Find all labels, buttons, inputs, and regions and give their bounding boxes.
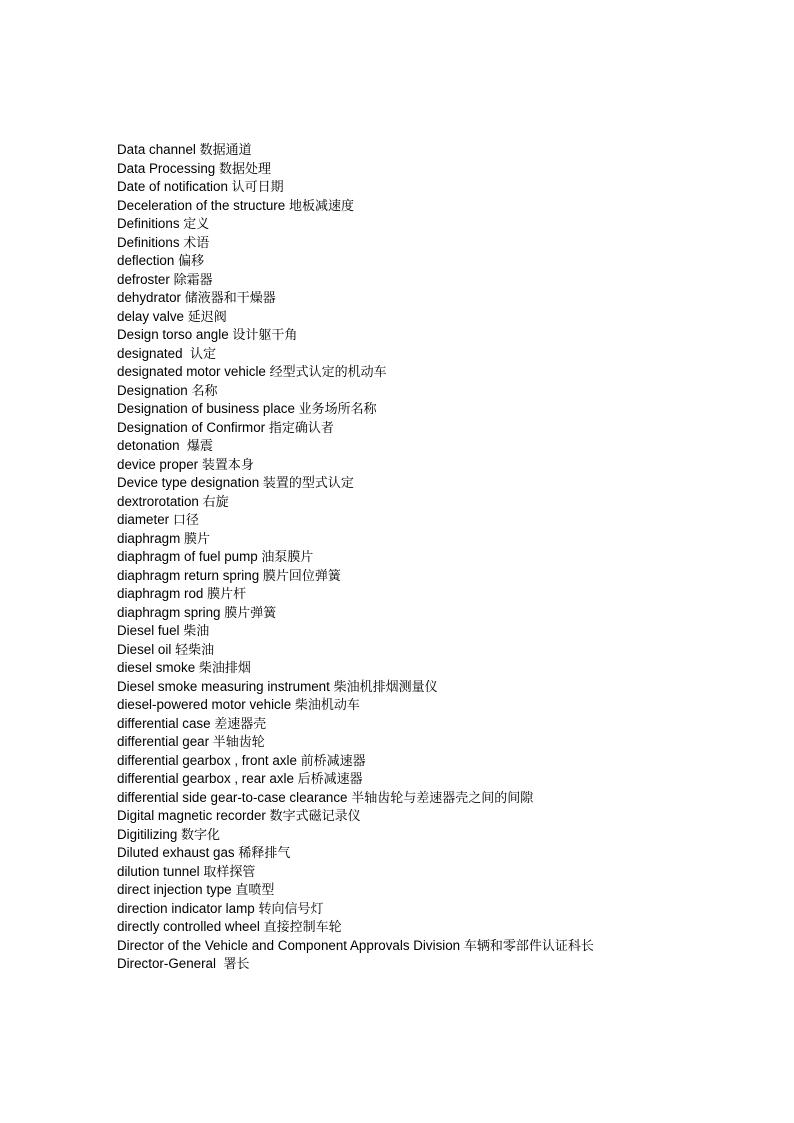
- entry-term: Data channel: [117, 142, 196, 157]
- entry-translation: 偏移: [178, 254, 205, 269]
- entry-translation: 地板减速度: [288, 198, 354, 214]
- entry-term: dilution tunnel: [117, 863, 200, 879]
- entry-term: Deceleration of the structure: [117, 197, 286, 213]
- entry-translation: 柴油排烟: [198, 661, 251, 676]
- entry-term: differential gear: [117, 734, 210, 749]
- entry-term: direction indicator lamp: [117, 900, 255, 916]
- entry-translation: 柴油机动车: [294, 698, 360, 713]
- entry-term: direct injection type: [117, 882, 232, 897]
- entry-term: Date of notification: [117, 179, 228, 194]
- entry-translation: 除霜器: [173, 272, 213, 288]
- glossary-entry: [117, 530, 757, 549]
- entry-term: Data Processing: [117, 160, 216, 176]
- entry-translation: 署长: [223, 957, 250, 972]
- entry-term: designated: [117, 345, 183, 361]
- glossary-entry: [117, 271, 757, 290]
- entry-term: diaphragm spring: [117, 604, 221, 620]
- entry-term: diaphragm rod: [117, 586, 204, 601]
- entry-translation: 储液器和干燥器: [184, 291, 276, 306]
- entry-term: designated motor vehicle: [117, 364, 266, 379]
- glossary-entry: [117, 234, 757, 253]
- entry-translation: 业务场所名称: [298, 402, 377, 417]
- entry-translation: 经型式认定的机动车: [269, 365, 387, 380]
- entry-term: diaphragm of fuel pump: [117, 549, 258, 564]
- entry-translation: 数据通道: [199, 143, 252, 158]
- glossary-entry: [117, 826, 757, 845]
- glossary-entry: [117, 715, 757, 734]
- entry-translation: 后桥减速器: [297, 772, 363, 787]
- entry-term: differential side gear-to-case clearance: [117, 789, 348, 805]
- entry-term: Device type designation: [117, 475, 260, 490]
- entry-term: Definitions: [117, 234, 180, 250]
- glossary-entry: [117, 160, 757, 179]
- glossary-entry: [117, 622, 757, 641]
- entry-translation: 柴油机排烟测量仪: [333, 679, 438, 695]
- glossary-entry: [117, 844, 757, 863]
- entry-term: diaphragm: [117, 530, 181, 546]
- glossary-entry: [117, 678, 757, 697]
- glossary-entry: [117, 345, 757, 364]
- entry-translation: 膜片: [184, 531, 211, 547]
- entry-term: Digitilizing: [117, 826, 178, 842]
- entry-translation: 转向信号灯: [258, 901, 324, 917]
- entry-translation: 名称: [191, 383, 218, 399]
- glossary-entry: [117, 863, 757, 882]
- entry-term: differential gearbox , front axle: [117, 752, 297, 768]
- entry-term: diesel smoke: [117, 660, 196, 675]
- glossary-entry: [117, 789, 757, 808]
- glossary-entry: [117, 604, 757, 623]
- entry-term: diaphragm return spring: [117, 567, 260, 583]
- entry-translation: 半轴齿轮: [212, 735, 265, 750]
- entry-term: delay valve: [117, 308, 184, 324]
- glossary-entry: [117, 197, 757, 216]
- entry-term: dextrorotation: [117, 493, 199, 509]
- entry-translation: 数字化: [181, 827, 221, 843]
- glossary-entry: [117, 382, 757, 401]
- entry-translation: 爆震: [187, 439, 214, 454]
- entry-translation: 半轴齿轮与差速器壳之间的间隙: [351, 790, 534, 806]
- entry-term: Diesel smoke measuring instrument: [117, 678, 330, 694]
- entry-translation: 术语: [183, 235, 210, 251]
- entry-term: Designation of Confirmor: [117, 419, 266, 435]
- entry-term: defroster: [117, 271, 170, 287]
- glossary-entry: [117, 659, 757, 678]
- entry-separator: [183, 346, 190, 361]
- entry-translation: 延迟阀: [187, 309, 227, 325]
- entry-term: diameter: [117, 512, 170, 527]
- entry-separator: [180, 438, 187, 453]
- glossary-entry: [117, 400, 757, 419]
- glossary-entry: [117, 289, 757, 308]
- entry-term: Diesel oil: [117, 641, 172, 657]
- entry-term: Designation: [117, 382, 188, 398]
- entry-term: Designation of business place: [117, 401, 295, 416]
- glossary-entry: [117, 511, 757, 530]
- glossary-entry: [117, 955, 757, 974]
- glossary-entry: [117, 900, 757, 919]
- glossary-entry: [117, 456, 757, 475]
- entry-term: differential case: [117, 715, 211, 731]
- entry-translation: 直接控制车轮: [263, 920, 342, 935]
- entry-translation: 膜片弹簧: [224, 605, 277, 621]
- entry-term: Diesel fuel: [117, 623, 180, 638]
- entry-translation: 数据处理: [218, 161, 271, 177]
- entry-translation: 取样探管: [203, 864, 256, 880]
- entry-translation: 指定确认者: [268, 420, 334, 436]
- glossary-entry: [117, 215, 757, 234]
- glossary-entry: [117, 733, 757, 752]
- glossary-entry: [117, 363, 757, 382]
- entry-term: detonation: [117, 438, 180, 453]
- glossary-entry: [117, 548, 757, 567]
- entry-translation: 差速器壳: [214, 716, 267, 732]
- entry-term: Definitions: [117, 216, 180, 231]
- entry-translation: 装置的型式认定: [262, 476, 354, 491]
- entry-translation: 认可日期: [231, 180, 284, 195]
- glossary-entry: [117, 326, 757, 345]
- entry-term: differential gearbox , rear axle: [117, 771, 294, 786]
- entry-term: deflection: [117, 253, 175, 268]
- glossary-entry: [117, 567, 757, 586]
- entry-term: directly controlled wheel: [117, 919, 260, 934]
- glossary-entry: [117, 252, 757, 271]
- entry-translation: 柴油: [183, 624, 210, 639]
- glossary-entry: [117, 770, 757, 789]
- entry-translation: 轻柴油: [175, 642, 215, 658]
- entry-translation: 认定: [189, 346, 216, 362]
- glossary-entry: [117, 937, 757, 956]
- entry-translation: 膜片回位弹簧: [262, 568, 341, 584]
- entry-translation: 定义: [183, 217, 210, 232]
- entry-term: Director-General: [117, 956, 216, 971]
- entry-term: Diluted exhaust gas: [117, 845, 235, 860]
- entry-translation: 右旋: [202, 494, 229, 510]
- entry-term: diesel-powered motor vehicle: [117, 697, 292, 712]
- entry-translation: 设计躯干角: [232, 328, 298, 343]
- glossary-entry: [117, 141, 757, 160]
- entry-translation: 装置本身: [201, 457, 254, 473]
- glossary-list: [117, 141, 757, 974]
- entry-translation: 稀释排气: [238, 846, 291, 861]
- entry-translation: 口径: [172, 513, 199, 528]
- glossary-entry: [117, 308, 757, 327]
- entry-term: device proper: [117, 456, 199, 472]
- glossary-entry: [117, 881, 757, 900]
- glossary-entry: [117, 752, 757, 771]
- entry-term: dehydrator: [117, 290, 182, 305]
- glossary-entry: [117, 585, 757, 604]
- glossary-entry: [117, 696, 757, 715]
- entry-term: Digital magnetic recorder: [117, 808, 266, 823]
- entry-translation: 直喷型: [235, 883, 275, 898]
- entry-translation: 膜片杆: [207, 587, 247, 602]
- glossary-entry: [117, 178, 757, 197]
- entry-translation: 数字式磁记录仪: [269, 809, 361, 824]
- entry-term: Director of the Vehicle and Component Approvals Division: [117, 937, 461, 953]
- glossary-entry: [117, 419, 757, 438]
- entry-translation: 油泵膜片: [261, 550, 314, 565]
- glossary-entry: [117, 807, 757, 826]
- entry-term: Design torso angle: [117, 327, 229, 342]
- glossary-entry: [117, 474, 757, 493]
- entry-translation: 前桥减速器: [300, 753, 366, 769]
- entry-translation: 车辆和零部件认证科长: [463, 938, 594, 954]
- glossary-entry: [117, 918, 757, 937]
- glossary-entry: [117, 437, 757, 456]
- glossary-entry: [117, 493, 757, 512]
- glossary-entry: [117, 641, 757, 660]
